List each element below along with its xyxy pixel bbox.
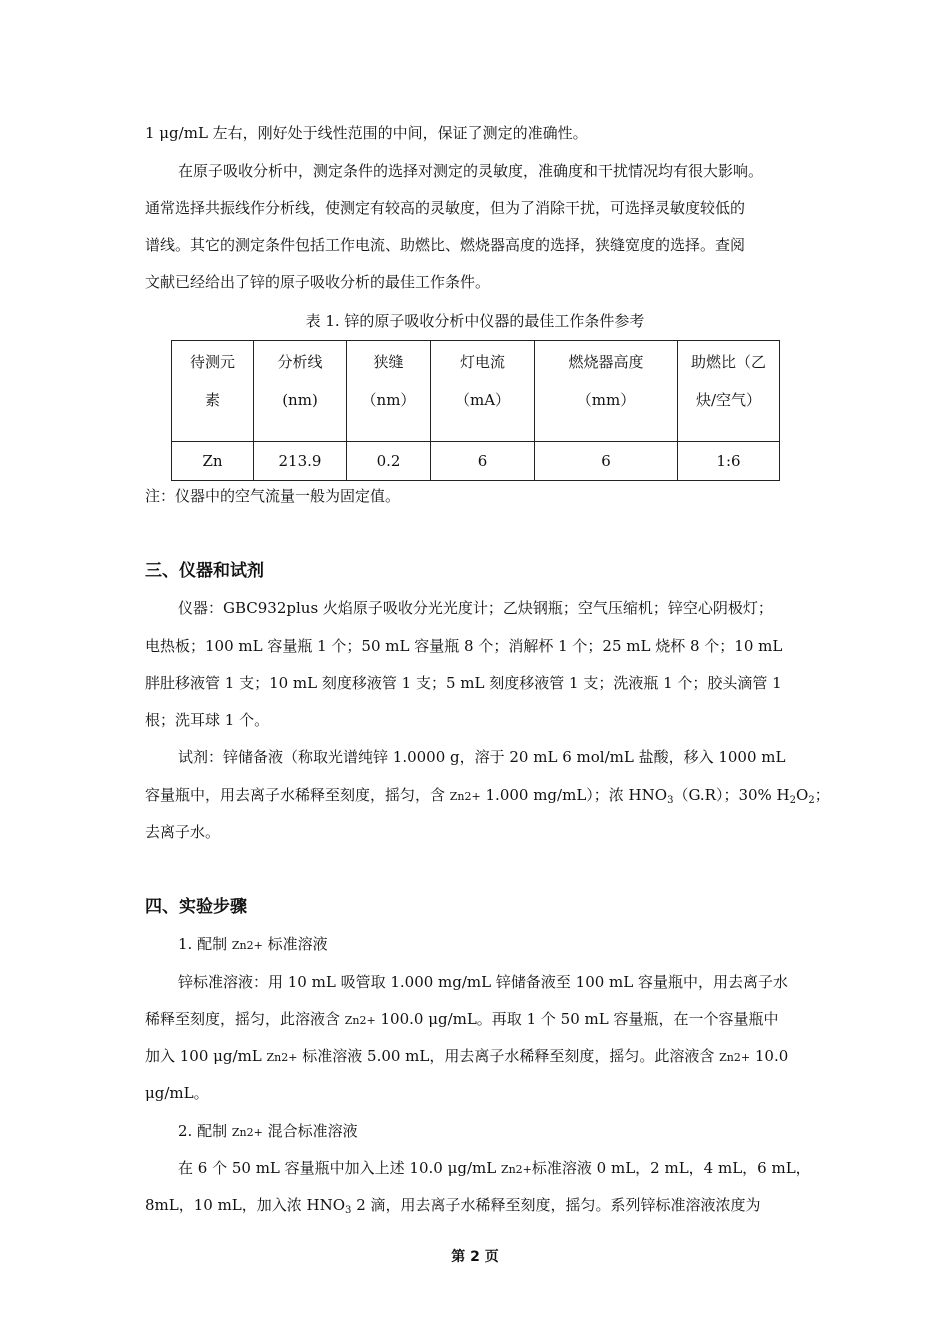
step-1-line-4: μg/mL。 xyxy=(145,1084,209,1102)
header-cell-analysis-line: 分析线 (nm) xyxy=(254,341,347,442)
header-cell-burner-height: 燃烧器高度 （mm） xyxy=(535,341,678,442)
table-row xyxy=(172,442,780,481)
reagents-line-3: 去离子水。 xyxy=(145,823,221,841)
intro-line-4: 谱线。其它的测定条件包括工作电流、助燃比、燃烧器高度的选择，狭缝宽度的选择。查阅 xyxy=(145,236,746,254)
page-number: 第 2 页 xyxy=(451,1249,499,1265)
table-cell: Zn xyxy=(172,442,254,481)
reagents-line-1: 试剂：锌储备液（称取光谱纯锌 1.0000 g，溶于 20 mL 6 mol/mL 盐酸，移入 1000 mL xyxy=(178,748,786,766)
instruments-line-1: 仪器：GBC932plus 火焰原子吸收分光光度计；乙炔钢瓶；空气压缩机；锌空心阴极灯； xyxy=(178,599,773,617)
zn-ion-label: Zn2+ xyxy=(500,1163,532,1176)
instruments-line-2: 电热板；100 mL 容量瓶 1 个；50 mL 容量瓶 8 个；消解杯 1 个；25 mL 烧杯 8 个；10 mL xyxy=(145,637,783,655)
parameters-table xyxy=(171,340,780,481)
step-1-line-1: 锌标准溶液：用 10 mL 吸管取 1.000 mg/mL 锌储备液至 100 mL 容量瓶中，用去离子水 xyxy=(178,973,789,991)
instruments-line-3: 胖肚移液管 1 支；10 mL 刻度移液管 1 支；5 mL 刻度移液管 1 支；洗液瓶 1 个；胶头滴管 1 xyxy=(145,674,782,692)
table-cell: 0.2 xyxy=(347,442,431,481)
header-cell-fuel-ratio: 助燃比（乙 炔/空气） xyxy=(678,341,780,442)
zn-ion-label: Zn2+ xyxy=(449,790,481,803)
intro-line-1: 1 μg/mL 左右，刚好处于线性范围的中间，保证了测定的准确性。 xyxy=(145,124,588,142)
step-2-line-2: 8mL，10 mL，加入浓 $HNO_3$ 2 滴，用去离子水稀释至刻度，摇匀。系列锌标准溶液浓度为 xyxy=(145,1196,761,1216)
step-2-line-1: 在 6 个 50 mL 容量瓶中加入上述 10.0 μg/mL Zn2+标准溶液 0 mL，2 mL，4 mL，6 mL， xyxy=(178,1159,811,1177)
table-cell: 213.9 xyxy=(254,442,347,481)
instruments-line-4: 根；洗耳球 1 个。 xyxy=(145,711,270,729)
intro-line-5: 文献已经给出了锌的原子吸收分析的最佳工作条件。 xyxy=(145,273,491,291)
step-1-title: 1. 配制 Zn2+ 标准溶液 xyxy=(178,935,328,953)
reagents-line-2: 容量瓶中，用去离子水稀释至刻度，摇匀，含 Zn2+ 1.000 mg/mL）；浓 $HNO_3(G.R)$；30% $H_2O_2$； xyxy=(145,786,830,806)
zn-ion-label: Zn2+ xyxy=(231,1126,263,1139)
header-cell-lamp-current: 灯电流 （mA） xyxy=(431,341,535,442)
header-cell-slit: 狭缝 （nm） xyxy=(347,341,431,442)
zn-ion-label: Zn2+ xyxy=(344,1014,376,1027)
step-1-line-2: 稀释至刻度，摇匀，此溶液含 Zn2+ 100.0 μg/mL。再取 1 个 50 mL 容量瓶，在一个容量瓶中 xyxy=(145,1010,779,1028)
zn-ion-label: Zn2+ xyxy=(719,1051,751,1064)
zn-ion-label: Zn2+ xyxy=(266,1051,298,1064)
table-cell: 6 xyxy=(535,442,678,481)
table-note: 注：仪器中的空气流量一般为固定值。 xyxy=(145,487,401,505)
zn-ion-label: Zn2+ xyxy=(231,939,263,952)
intro-line-2: 在原子吸收分析中，测定条件的选择对测定的灵敏度，准确度和干扰情况均有很大影响。 xyxy=(178,162,764,180)
step-1-line-3: 加入 100 μg/mL Zn2+ 标准溶液 5.00 mL，用去离子水稀释至刻度，摇匀。此溶液含 Zn2+ 10.0 xyxy=(145,1047,789,1065)
step-2-title: 2. 配制 Zn2+ 混合标准溶液 xyxy=(178,1122,358,1140)
section-3-heading: 三、仪器和试剂 xyxy=(145,561,264,581)
table-header-row xyxy=(172,341,780,442)
intro-line-3: 通常选择共振线作分析线，使测定有较高的灵敏度，但为了消除干扰，可选择灵敏度较低的 xyxy=(145,199,746,217)
table-cell: 1:6 xyxy=(678,442,780,481)
table-caption: 表 1. 锌的原子吸收分析中仪器的最佳工作条件参考 xyxy=(305,312,645,330)
table-cell: 6 xyxy=(431,442,535,481)
header-cell-element: 待测元 素 xyxy=(172,341,254,442)
section-4-heading: 四、实验步骤 xyxy=(145,897,247,917)
